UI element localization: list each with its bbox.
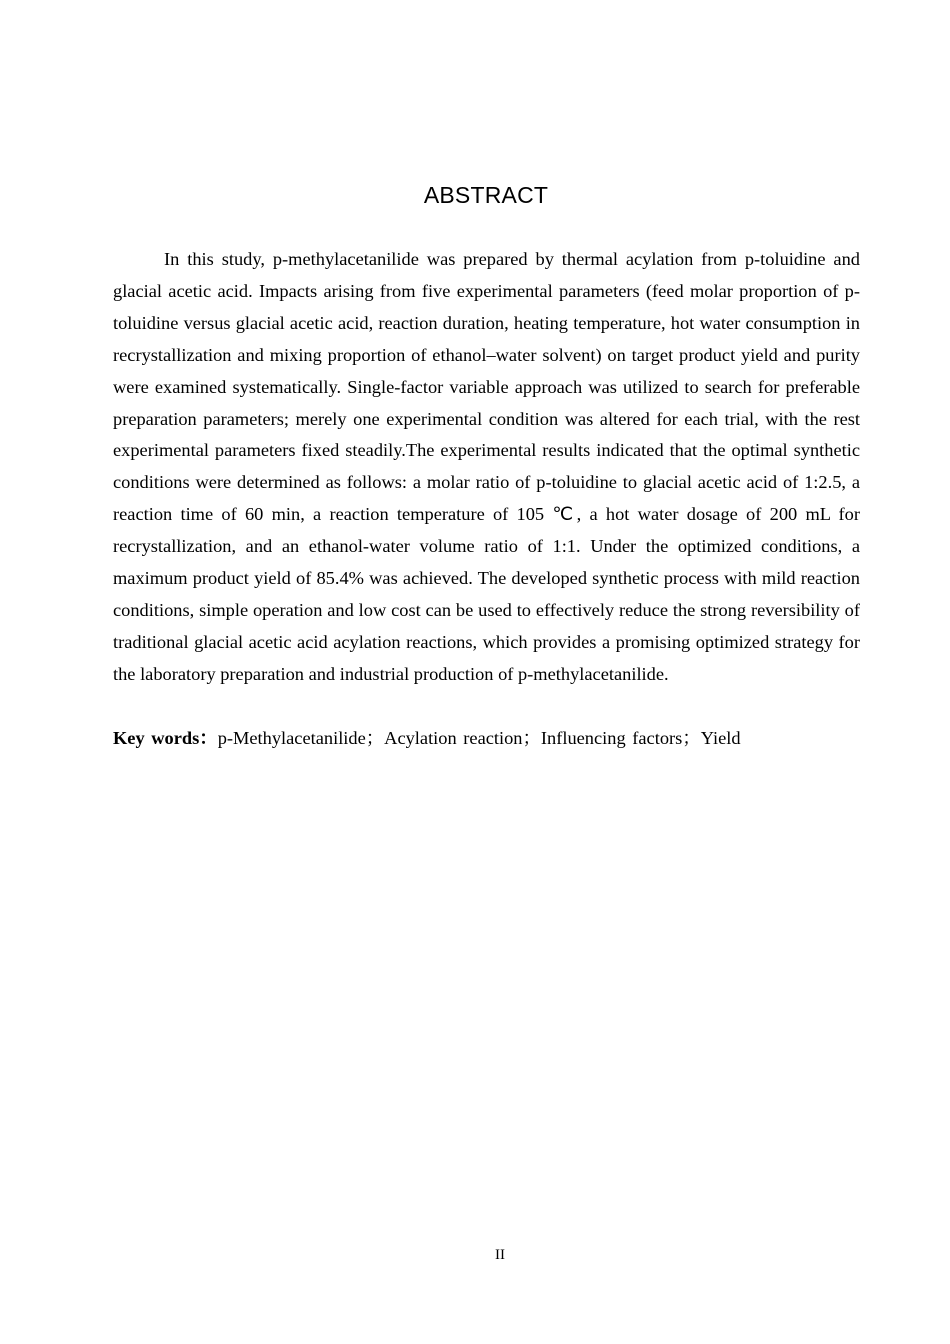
- keywords-label: Key words：: [113, 728, 218, 748]
- keywords-line: [113, 723, 860, 755]
- page-number: II: [495, 1247, 505, 1263]
- keywords-list: p-Methylacetanilide；Acylation reaction；Influencing factors；Yield: [217, 728, 741, 748]
- abstract-body: In this study, p-methylacetanilide was prepared by thermal acylation from p-toluidine and glacial acetic acid. Impacts arising from five experimental parameters (feed molar proportion of p-toluidine versus glacial acetic acid, reaction duration, heating temperature, hot water consumption in recrystallization and mixing proportion of ethanol–water solvent) on target product yield and purity were examined systematically. Single-factor variable approach was utilized to search for preferable preparation parameters; merely one experimental condition was altered for each trial, with the rest experimental parameters fixed steadily.The experimental results indicated that the optimal synthetic conditions were determined as follows: a molar ratio of p-toluidine to glacial acetic acid of 1:2.5, a reaction time of 60 min, a reaction temperature of 105 ℃, a hot water dosage of 200 mL for recrystallization, and an ethanol-water volume ratio of 1:1. Under the optimized conditions, a maximum product yield of 85.4% was achieved. The developed synthetic process with mild reaction conditions, simple operation and low cost can be used to effectively reduce the strong reversibility of traditional glacial acetic acid acylation reactions, which provides a promising optimized strategy for the laboratory preparation and industrial production of p-methylacetanilide.: [113, 249, 860, 684]
- abstract-title: ABSTRACT: [423, 182, 549, 208]
